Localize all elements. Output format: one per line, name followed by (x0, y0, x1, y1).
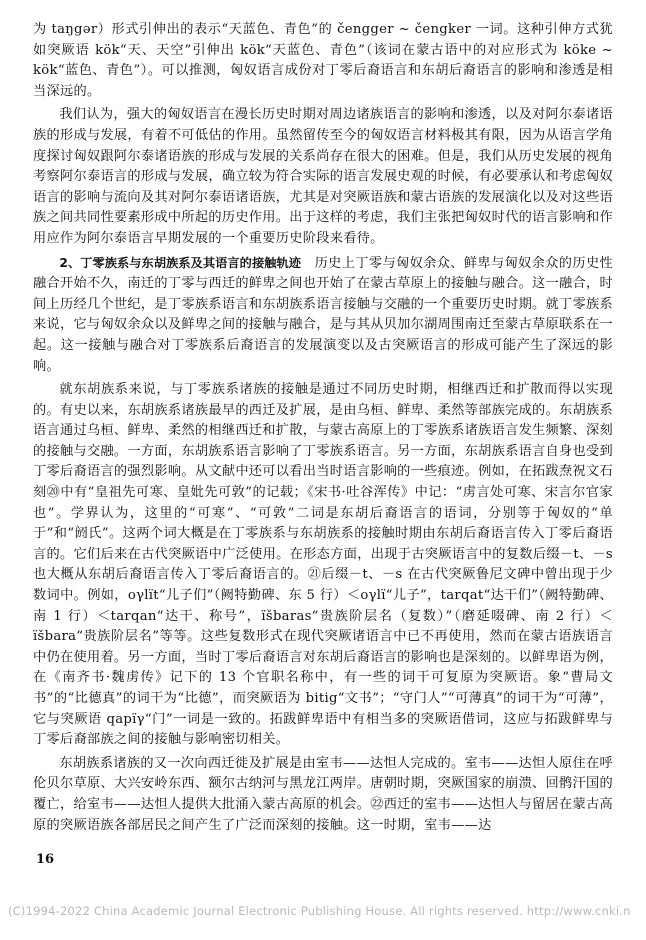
section-heading: 2、丁零族系与东胡族系及其语言的接触轨迹 (59, 255, 302, 270)
paragraph-intro: 为 taŋgər）形式引伸出的表示“天蓝色、青色”的 čengger ~ čengker 一词。这种引伸方式犹如突厥语 kök“天、天空”引伸出 kök“天蓝色、青色”（该词在蒙古语中的对应形式为 köke ~ kök“蓝色、青色”）。可以推测，匈奴语言成份对丁零后裔语言和东胡后裔语言的影响和渗透是相当深远的。 (33, 22, 613, 99)
article-body (33, 20, 613, 836)
paragraph-xiongnu-influence: 我们认为，强大的匈奴语言在漫长历史时期对周边诸族语言的影响和渗透，以及对阿尔泰诸语族的形成与发展，有着不可低估的作用。虽然留传至今的匈奴语言材料极其有限，因为从语言学角度探讨匈奴跟阿尔泰诸语族的形成与发展的关系尚存在很大的困难。但是，我们从历史发展的视角考察阿尔泰语言的形成与发展，确立较为符合实际的语言发展史观的时候，有必要承认和考虑匈奴语言的影响与流向及其对阿尔泰语诸语族，尤其是对突厥语族和蒙古语族的发展演化以及对这些语族之间共同性要素形成中所起的历史作用。出于这样的考虑，我们主张把匈奴时代的语言影响和作用应作为阿尔泰语言早期发展的一个重要历史阶段来看待。 (33, 107, 613, 246)
copyright-footer: (C)1994-2022 China Academic Journal Electronic Publishing House. All rights reserved. http://www.cnki.n (8, 904, 631, 918)
paragraph-donghu: 就东胡族系来说，与丁零族系诸族的接触是通过不同历史时期，相继西迁和扩散而得以实现的。有史以来，东胡族系诸族最早的西迁及扩展，是由乌桓、鲜卑、柔然等部族完成的。东胡族系语言通过乌桓、鲜卑、柔然的相继西迁和扩散，与蒙古高原上的丁零族系诸族语言发生频繁、深刻的接触与交融。一方面，东胡族系语言影响了丁零族系语言。另一方面，东胡族系语言自身也受到丁零后裔语言的强烈影响。从文献中还可以看出当时语言影响的一些痕迹。例如，在拓跋焘祝文石刻⑳中有“皇祖先可寒、皇妣先可敦”的记载；《宋书·吐谷浑传》中记：“虏言处可寒、宋言尔官家也”。学界认为，这里的“可寒”、“可敦”二词是东胡后裔语言的语词，分别等于匈奴的“单于”和“阏氏”。这两个词大概是在丁零族系与东胡族系的接触时期由东胡后裔语言传入丁零后裔语言的。它们后来在古代突厥语中广泛使用。在形态方面，出现于古突厥语言中的复数后缀－t、－s 也大概从东胡后裔语言传入丁零后裔语言的。㉑后缀－t、－s 在古代突厥鲁尼文碑中曾出现于少数词中。例如，oγlït“儿子们”（阙特勤碑、东 5 行）＜oγlï“儿子”，tarqat“达干们”（阙特勤碑、南 1 行）＜tarqan“达干、称号”，ïšbaras“贵族阶层名（复数）”（磨延啜碑、南 2 行）＜ïšbara“贵族阶层名”等等。这些复数形式在现代突厥诸语言中已不再使用，然而在蒙古语族语言中仍在使用着。另一方面，当时丁零后裔语言对东胡后裔语言的影响也是深刻的。以鲜卑语为例，在《南齐书·魏虏传》记下的 13 个官职名称中，有一些的词干可复原为突厥语。象“曹局文书”的“比德真”的词干为“比德”，而突厥语为 bitig“文书”；“守门人”“可薄真”的词干为“可薄”，它与突厥语 qapïγ“门”一词是一致的。拓跋鲜卑语中有相当多的突厥语借词，这应与拓跋鲜卑与丁零后裔部族之间的接触与影响密切相关。 (33, 382, 613, 748)
section-text: 历史上丁零与匈奴余众、鲜卑与匈奴余众的历史性融合开始不久，南迁的丁零与西迁的鲜卑之间也开始了在蒙古草原上的接触与融合。这一融合，时间上历经几个世纪，是丁零族系语言和东胡族系语言接触与交融的一个重要历史时期。就丁零族系来说，它与匈奴余众以及鲜卑之间的接触与融合，是与其从贝加尔湖周围南迁至蒙古草原联系在一起。这一接触与融合对丁零族系后裔语言的发展演变以及古突厥语言的形成可能产生了深远的影响。 (33, 255, 613, 374)
paragraph-section-2 (33, 253, 613, 378)
page-number: 16 (36, 852, 55, 867)
paragraph-shiwei: 东胡族系诸族的又一次向西迁徙及扩展是由室韦——达怛人完成的。室韦——达怛人原住在呼伦贝尔草原、大兴安岭东西、额尔古纳河与黑龙江两岸。唐朝时期，突厥国家的崩溃、回鹘汗国的覆亡，给室韦——达怛人提供大批涌入蒙古高原的机会。㉒西迁的室韦——达怛人与留居在蒙古高原的突厥语族各部居民之间产生了广泛而深刻的接触。这一时期，室韦——达 (33, 755, 613, 833)
